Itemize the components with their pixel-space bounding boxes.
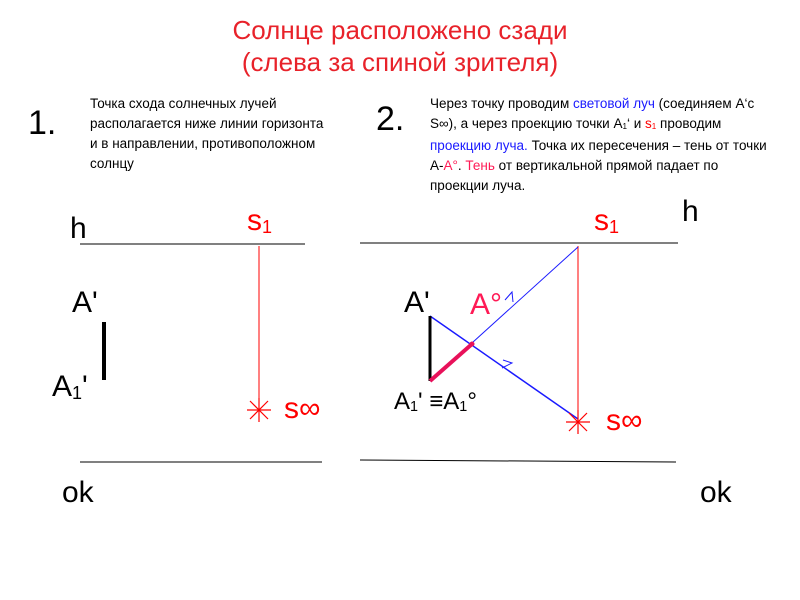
step-2-number: 2. [376,100,405,138]
a1-deg-2: ° [467,388,477,415]
ground-label-1: ok [62,476,94,509]
note2-s1: s [645,116,652,131]
note2-text-8: Точка их пересечения – тень от точки А- [430,138,767,173]
point-a-label-1: A' [72,286,98,319]
s1-sub: 1 [262,216,273,237]
shadow-segment [430,344,472,381]
a1-letter: A [52,370,73,403]
title-line-2: (слева за спиной зрителя) [241,47,559,77]
a1-mark: ' [82,370,88,403]
point-a-shadow-label: A° [470,288,503,321]
step-1-number: 1. [28,104,57,142]
note2-shadow-word: Тень [465,158,495,173]
a1-sub-2b: 1 [459,399,468,416]
note2-text-1: Через точку проводим [430,96,574,111]
note2-text-12: от вертикальной прямой падает по проекции луча. [430,158,719,193]
horizon-label-1: h [70,212,87,245]
shadow-point [470,342,475,347]
ground-line-2 [360,460,676,462]
a1-sub: 1 [72,382,83,403]
s-infinity-label-1: s∞ [284,392,321,425]
title-line-1: Солнце расположено сзади [232,15,568,45]
note2-text-6: проводим [656,116,722,131]
point-a1-label-2 [394,388,477,416]
horizon-label-2: h [682,195,699,228]
projection-arrow [502,360,512,368]
vanishing-point-marker-2 [566,410,590,434]
s1-letter: s [247,204,262,237]
a1-letter-2: A [394,388,411,415]
note2-ray-projection: проекцию луча. [430,138,528,153]
step-1-note: Точка схода солнечных лучей располагается ниже линии горизонта и в направлении, противоположном солнцу [90,96,324,171]
note2-sub-1: 1 [622,122,627,132]
note2-a-shadow: А° [443,158,458,173]
note2-text-4: ‘ и [626,116,646,131]
s1-letter-2: s [594,204,609,237]
s-infinity-label-2: s∞ [606,404,643,437]
ray-arrow [505,292,513,302]
a1-sub-2: 1 [410,399,419,416]
s1-sub-2: 1 [609,216,620,237]
vanishing-point-marker-1 [247,398,271,422]
note2-text-3: (соединяем А‘с S∞), а через проекцию точки А [430,96,755,131]
note2-text-10: . [457,158,466,173]
s1-label-1 [247,204,272,238]
s1-label-2 [594,204,619,238]
point-a-label-2: A' [404,286,430,319]
a1-mark-2: ' ≡A [418,388,460,415]
point-a1-label-1 [52,370,88,404]
ground-label-2: ok [700,476,732,509]
note2-light-ray: световой луч [573,96,655,111]
note2-s1-sub: 1 [651,122,657,132]
